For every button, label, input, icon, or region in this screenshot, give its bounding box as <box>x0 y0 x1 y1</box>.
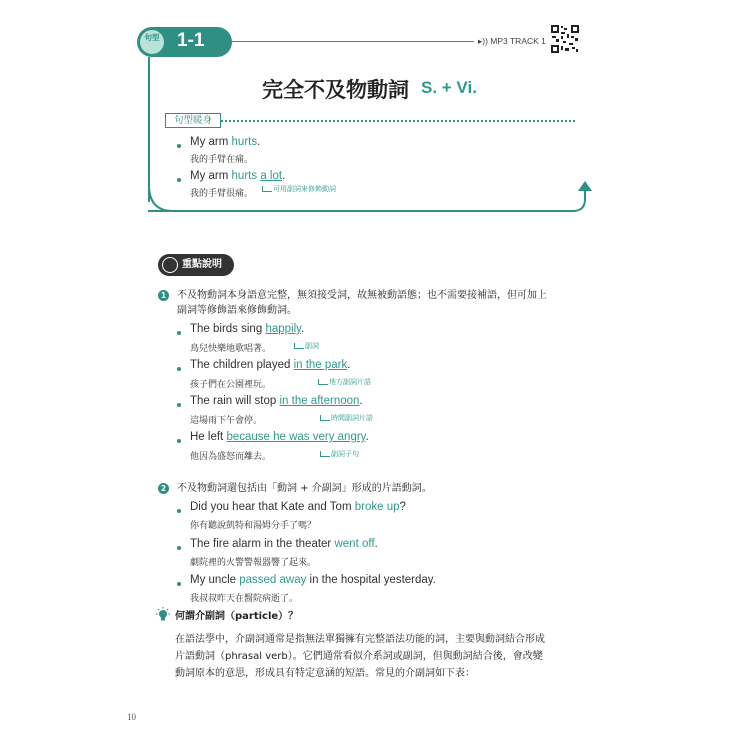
point-number-1: 1 <box>158 290 169 301</box>
arrow-up-icon <box>578 181 592 193</box>
bullet <box>177 582 181 586</box>
bullet <box>177 331 181 335</box>
badge-label: 句型 <box>140 30 164 54</box>
hook-arrow-icon <box>320 451 330 457</box>
example-sentence: The birds sing happily. <box>190 323 305 335</box>
example-translation: 鳥兒快樂地歌唱著。 <box>190 344 272 354</box>
point-number-2: 2 <box>158 483 169 494</box>
hook-arrow-icon <box>262 186 272 192</box>
annotation-note: 副詞 <box>294 341 319 351</box>
example-sentence: Did you hear that Kate and Tom broke up? <box>190 501 406 513</box>
qr-code-icon[interactable] <box>550 24 580 54</box>
warmup-translation-2: 我的手臂很痛。 <box>190 189 254 199</box>
frame-left-border <box>148 57 150 202</box>
bullet <box>177 144 181 148</box>
audio-track-label: MP3 TRACK 1 <box>490 36 546 46</box>
sentence-pattern-badge <box>137 27 232 57</box>
example-translation: 孩子們在公園裡玩。 <box>190 380 272 390</box>
bullet <box>177 439 181 443</box>
hook-arrow-icon <box>294 343 304 349</box>
example-translation: 你有聽說凱特和湯姆分手了嗎？ <box>190 521 317 531</box>
tip-body: 在語法學中，介副詞通常是指無法單獨擁有完整語法功能的詞，主要與動詞結合形成 片語動詞（phrasal verb）。它們通常看似介系詞或副詞，但與動詞結合後，會改變 動詞原本的意思，形成具有特定意涵的短語。常見的介副詞如下表： <box>175 634 545 679</box>
example-sentence: The children played in the park. <box>190 359 351 371</box>
annotation-note: 地方副詞片語 <box>318 377 371 387</box>
bullet <box>177 178 181 182</box>
audio-track[interactable] <box>478 36 546 47</box>
hook-arrow-icon <box>320 415 330 421</box>
page-number: 10 <box>127 712 136 722</box>
example-translation: 他因為盛怒而離去。 <box>190 452 272 462</box>
lightbulb-icon <box>155 607 171 623</box>
warmup-divider <box>221 120 575 122</box>
bullet <box>177 546 181 550</box>
warmup-translation-1: 我的手臂在痛。 <box>190 155 254 165</box>
warmup-sentence-1: My arm hurts. <box>190 136 261 148</box>
annotation-note: 可用副詞來修飾動詞 <box>262 184 336 194</box>
bullet <box>177 367 181 371</box>
header-divider <box>232 41 474 42</box>
warmup-label: 句型暖身 <box>165 113 221 128</box>
annotation-note: 時間副詞片語 <box>320 413 373 423</box>
speaker-icon: ▸)) <box>478 36 491 46</box>
guitar-icon <box>162 257 178 273</box>
section-heading: 重點說明 <box>158 254 234 276</box>
example-sentence: My uncle passed away in the hospital yesterday. <box>190 574 436 586</box>
example-translation: 這場雨下午會停。 <box>190 416 263 426</box>
page-title: 完全不及物動詞 <box>262 78 409 102</box>
hook-arrow-icon <box>318 379 328 385</box>
example-sentence: The fire alarm in the theater went off. <box>190 538 378 550</box>
badge-number: 1-1 <box>177 30 205 51</box>
example-translation: 我叔叔昨天在醫院病逝了。 <box>190 594 299 604</box>
example-translation: 劇院裡的火警警報器響了起來。 <box>190 558 317 568</box>
annotation-note: 副詞子句 <box>320 449 359 459</box>
example-sentence: The rain will stop in the afternoon. <box>190 395 363 407</box>
example-sentence: He left because he was very angry. <box>190 431 369 443</box>
point-1-text: 不及物動詞本身語意完整，無須接受詞，故無被動語態；也不需要接補語，但可加上 副詞等修飾語來修飾動詞。 <box>177 290 547 316</box>
bullet <box>177 509 181 513</box>
tip-title: 何謂介副詞（particle）？ <box>175 611 299 622</box>
bullet <box>177 403 181 407</box>
warmup-sentence-2: My arm hurts a lot. <box>190 170 286 182</box>
point-2-text: 不及物動詞還包括由「動詞 + 介副詞」形成的片語動詞。 <box>177 483 432 494</box>
sentence-pattern: S. + Vi. <box>421 78 477 97</box>
